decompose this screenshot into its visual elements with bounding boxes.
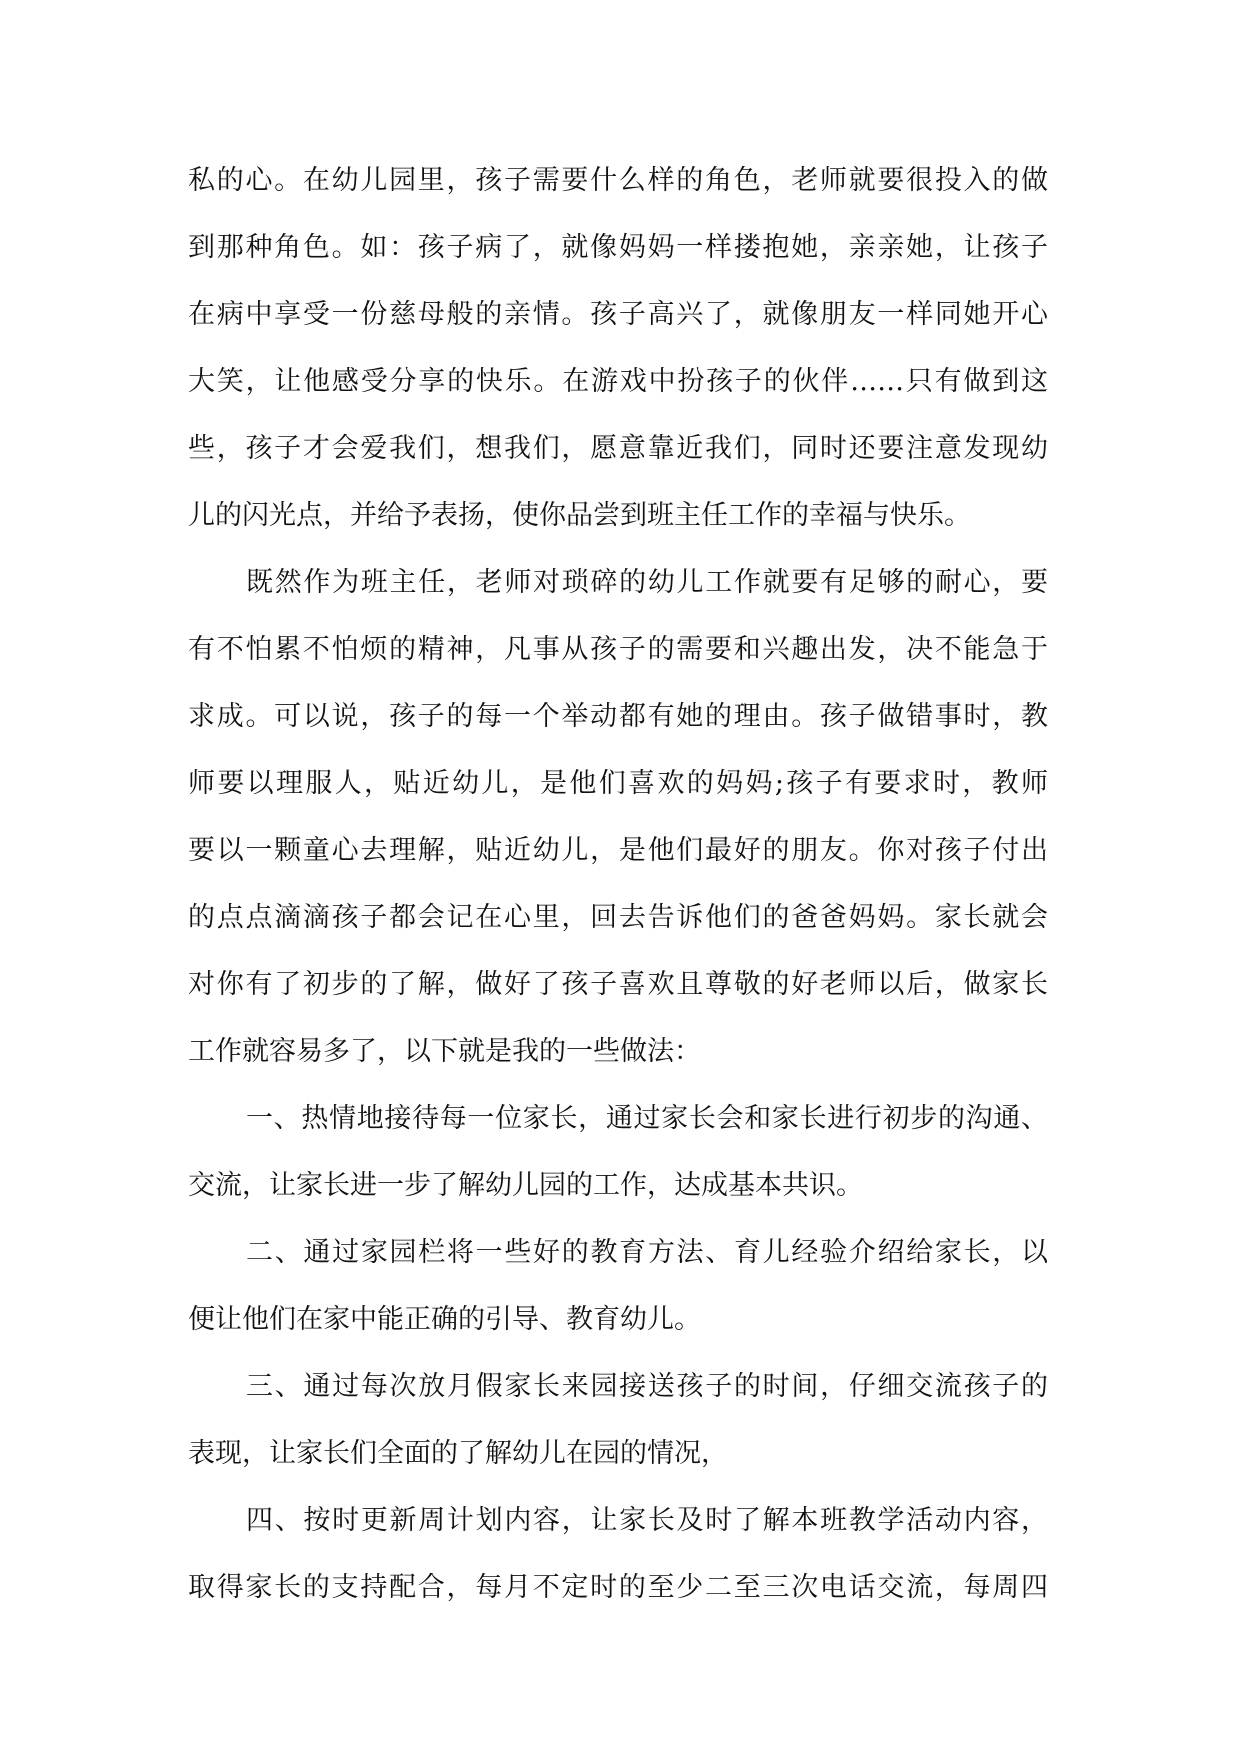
text-line: 儿的闪光点，并给予表扬，使你品尝到班主任工作的幸福与快乐。	[188, 500, 971, 531]
text-line: 私的心。在幼儿园里，孩子需要什么样的角色，老师就要很投入的做	[188, 165, 1048, 196]
text-line: 表现，让家长们全面的了解幼儿在园的情况，	[188, 1438, 728, 1469]
text-line: 取得家长的支持配合，每月不定时的至少二至三次电话交流，每周四	[188, 1572, 1048, 1603]
text-line: 二、通过家园栏将一些好的教育方法、育儿经验介绍给家长，以	[246, 1237, 1048, 1268]
text-line: 一、热情地接待每一位家长，通过家长会和家长进行初步的沟通、	[246, 1103, 1048, 1134]
text-line: 的点点滴滴孩子都会记在心里，回去告诉他们的爸爸妈妈。家长就会	[188, 902, 1048, 933]
text-line: 四、按时更新周计划内容，让家长及时了解本班教学活动内容，	[246, 1505, 1048, 1536]
text-line: 师要以理服人，贴近幼儿，是他们喜欢的妈妈;孩子有要求时，教师	[188, 768, 1048, 799]
text-line: 在病中享受一份慈母般的亲情。孩子高兴了，就像朋友一样同她开心	[188, 299, 1048, 330]
text-line: 既然作为班主任，老师对琐碎的幼儿工作就要有足够的耐心，要	[246, 567, 1048, 598]
text-line: 些，孩子才会爱我们，想我们，愿意靠近我们，同时还要注意发现幼	[188, 433, 1048, 464]
text-line: 到那种角色。如：孩子病了，就像妈妈一样搂抱她，亲亲她，让孩子	[188, 232, 1048, 263]
text-line: 三、通过每次放月假家长来园接送孩子的时间，仔细交流孩子的	[246, 1371, 1048, 1402]
text-line: 便让他们在家中能正确的引导、教育幼儿。	[188, 1304, 701, 1335]
text-line: 求成。可以说，孩子的每一个举动都有她的理由。孩子做错事时，教	[188, 701, 1048, 732]
text-line: 有不怕累不怕烦的精神，凡事从孩子的需要和兴趣出发，决不能急于	[188, 634, 1048, 665]
text-line: 要以一颗童心去理解，贴近幼儿，是他们最好的朋友。你对孩子付出	[188, 835, 1048, 866]
text-line: 对你有了初步的了解，做好了孩子喜欢且尊敬的好老师以后，做家长	[188, 969, 1048, 1000]
text-line: 大笑，让他感受分享的快乐。在游戏中扮孩子的伙伴……只有做到这	[188, 366, 1048, 397]
document-body	[188, 161, 1048, 1635]
text-line: 交流，让家长进一步了解幼儿园的工作，达成基本共识。	[188, 1170, 863, 1201]
text-line: 工作就容易多了，以下就是我的一些做法：	[188, 1036, 701, 1067]
